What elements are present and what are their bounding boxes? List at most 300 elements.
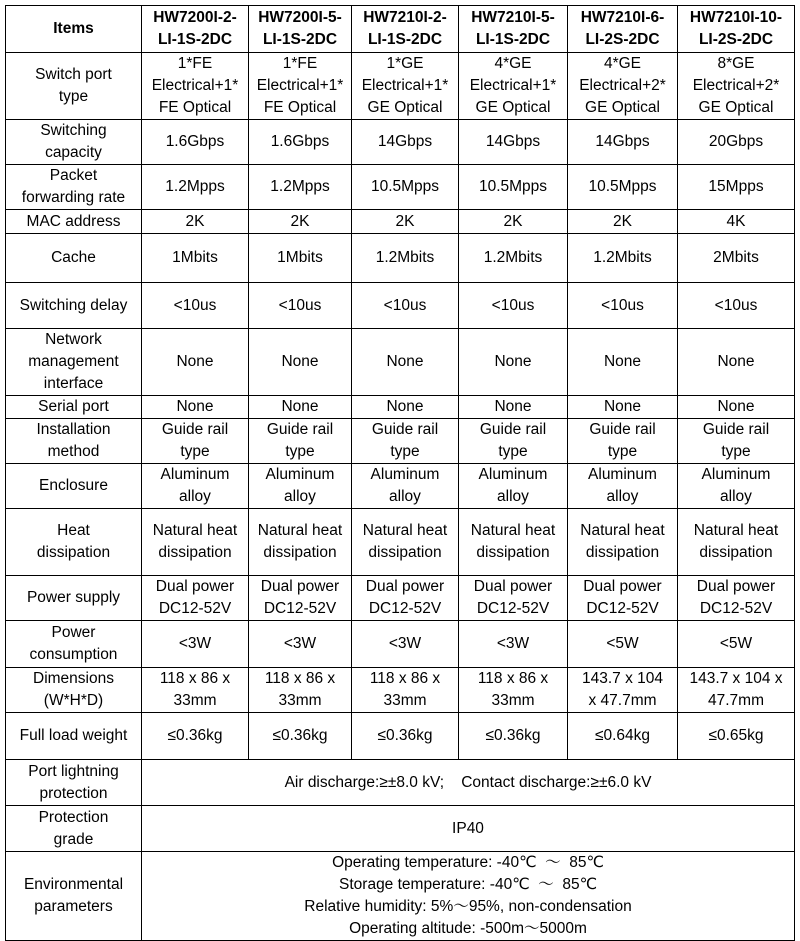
- spec-value-cell: [459, 283, 568, 329]
- spec-value-cell: [352, 621, 459, 668]
- cell-text-line: forwarding rate: [21, 189, 126, 206]
- cell-text-line: Aluminum: [370, 466, 440, 483]
- cell-text-line: ≤0.36kg: [485, 727, 541, 744]
- cell-text-line: GE Optical: [475, 99, 551, 116]
- cell-text-line: LI-1S-2DC: [475, 31, 551, 48]
- row-label: [6, 509, 142, 576]
- spec-value-cell: [459, 668, 568, 713]
- cell-text-line: 118 x 86 x: [264, 670, 336, 687]
- spec-value-cell: [249, 165, 352, 210]
- spec-value-cell: [142, 464, 249, 509]
- cell-text-line: 1.2Mbits: [593, 249, 652, 266]
- spec-value-cell: [678, 234, 795, 283]
- cell-text-line: DC12-52V: [368, 600, 442, 617]
- spec-row: [6, 713, 795, 760]
- spec-value-cell: [352, 419, 459, 464]
- spec-value-cell: [352, 464, 459, 509]
- cell-text-line: Operating temperature: -40℃ ～ 85℃: [332, 854, 604, 871]
- header-row: [6, 6, 795, 53]
- cell-text-line: 47.7mm: [708, 692, 764, 709]
- spec-value-cell: [142, 165, 249, 210]
- cell-text-line: Aluminum: [265, 466, 335, 483]
- cell-text-line: dissipation: [158, 544, 232, 561]
- cell-text-line: Natural heat: [362, 522, 448, 539]
- cell-text-line: Electrical+1*: [469, 77, 557, 94]
- cell-text-line: DC12-52V: [699, 600, 773, 617]
- cell-text-line: 33mm: [173, 692, 217, 709]
- row-label: [6, 120, 142, 165]
- model-header: [352, 6, 459, 53]
- cell-text-line: None: [494, 398, 532, 415]
- model-header: [678, 6, 795, 53]
- spec-value-cell: [459, 396, 568, 419]
- merged-spec-row: [6, 806, 795, 852]
- cell-text-line: alloy: [720, 488, 752, 505]
- row-label: [6, 165, 142, 210]
- spec-value-cell: [678, 464, 795, 509]
- spec-value-cell: [142, 576, 249, 621]
- cell-text-line: Natural heat: [152, 522, 238, 539]
- spec-value-cell: [352, 234, 459, 283]
- cell-text-line: method: [47, 443, 100, 460]
- cell-text-line: type: [498, 443, 528, 460]
- cell-text-line: GE Optical: [698, 99, 774, 116]
- cell-text-line: Guide rail: [371, 421, 439, 438]
- spec-row: [6, 621, 795, 668]
- spec-row: [6, 668, 795, 713]
- cell-text-line: HW7200I-2-: [153, 9, 237, 26]
- cell-text-line: dissipation: [368, 544, 442, 561]
- spec-value-cell: [142, 713, 249, 760]
- spec-value-cell: [568, 234, 678, 283]
- model-header: [568, 6, 678, 53]
- spec-value-cell: [459, 210, 568, 234]
- spec-row: [6, 329, 795, 396]
- cell-text-line: 1.6Gbps: [270, 133, 330, 150]
- spec-value-cell: [142, 396, 249, 419]
- spec-value-cell: [568, 621, 678, 668]
- cell-text-line: ≤0.36kg: [272, 727, 328, 744]
- cell-text-line: <5W: [606, 635, 639, 652]
- cell-text-line: <10us: [383, 296, 427, 314]
- cell-text-line: LI-2S-2DC: [698, 31, 774, 48]
- cell-text-line: dissipation: [699, 544, 773, 561]
- spec-value-cell: [678, 283, 795, 329]
- cell-text-line: Guide rail: [589, 421, 656, 438]
- cell-text-line: consumption: [29, 646, 118, 663]
- cell-text-line: 33mm: [383, 692, 427, 709]
- cell-text-line: None: [603, 353, 642, 370]
- cell-text-line: 2K: [613, 212, 632, 230]
- cell-text-line: Cache: [51, 249, 96, 266]
- merged-spec-row: [6, 760, 795, 806]
- cell-text-line: Aluminum: [701, 466, 771, 483]
- spec-value-cell: [568, 713, 678, 760]
- cell-text-line: LI-1S-2DC: [367, 31, 443, 48]
- cell-text-line: LI-1S-2DC: [262, 31, 338, 48]
- spec-table: [5, 5, 795, 941]
- cell-text-line: <10us: [278, 296, 322, 314]
- spec-value-cell: [568, 329, 678, 396]
- cell-text-line: None: [603, 398, 642, 415]
- cell-text-line: Electrical+2*: [579, 77, 666, 94]
- spec-value-cell: [678, 668, 795, 713]
- merged-spec-row: [6, 852, 795, 941]
- cell-text-line: interface: [43, 375, 104, 392]
- cell-text-line: MAC address: [26, 212, 121, 230]
- spec-value-cell: [249, 509, 352, 576]
- cell-text-line: dissipation: [263, 544, 337, 561]
- cell-text-line: DC12-52V: [586, 600, 659, 617]
- cell-text-line: x 47.7mm: [588, 692, 657, 709]
- cell-text-line: type: [390, 443, 420, 460]
- spec-table-body: [6, 6, 795, 941]
- cell-text-line: Natural heat: [257, 522, 343, 539]
- cell-text-line: type: [721, 443, 751, 460]
- spec-value-cell: [568, 396, 678, 419]
- spec-value-cell: [459, 509, 568, 576]
- cell-text-line: DC12-52V: [476, 600, 550, 617]
- cell-text-line: <3W: [283, 635, 317, 652]
- cell-text-line: <3W: [178, 635, 212, 652]
- cell-text-line: LI-1S-2DC: [157, 31, 233, 48]
- row-label: [6, 329, 142, 396]
- spec-value-cell: [249, 576, 352, 621]
- spec-value-cell: [249, 713, 352, 760]
- cell-text-line: Packet: [49, 167, 98, 184]
- cell-text-line: Heat: [57, 522, 90, 539]
- cell-text-line: (W*H*D): [43, 692, 104, 709]
- spec-value-cell: [352, 210, 459, 234]
- cell-text-line: dissipation: [476, 544, 550, 561]
- cell-text-line: <3W: [388, 635, 422, 652]
- spec-row: [6, 396, 795, 419]
- cell-text-line: Dual power: [583, 578, 662, 595]
- spec-value-cell: [352, 165, 459, 210]
- cell-text-line: GE Optical: [367, 99, 443, 116]
- cell-text-line: None: [281, 398, 319, 415]
- merged-value-cell: [142, 760, 795, 806]
- spec-value-cell: [568, 464, 678, 509]
- cell-text-line: <5W: [719, 635, 753, 652]
- model-header: [249, 6, 352, 53]
- spec-value-cell: [249, 53, 352, 120]
- cell-text-line: 118 x 86 x: [159, 670, 231, 687]
- cell-text-line: parameters: [34, 898, 113, 915]
- spec-row: [6, 234, 795, 283]
- spec-row: [6, 576, 795, 621]
- cell-text-line: FE Optical: [263, 99, 337, 116]
- cell-text-line: Protection: [38, 808, 109, 826]
- cell-text-line: Dual power: [155, 578, 235, 595]
- spec-value-cell: [568, 53, 678, 120]
- cell-text-line: DC12-52V: [158, 600, 232, 617]
- cell-text-line: 143.7 x 104: [581, 670, 663, 687]
- cell-text-line: Environmental: [23, 876, 124, 893]
- cell-text-line: capacity: [45, 144, 102, 161]
- spec-value-cell: [459, 419, 568, 464]
- spec-value-cell: [142, 120, 249, 165]
- cell-text-line: alloy: [389, 488, 421, 505]
- cell-text-line: Network: [45, 331, 102, 348]
- cell-text-line: 8*GE: [717, 55, 755, 72]
- row-label: [6, 283, 142, 329]
- spec-value-cell: [249, 621, 352, 668]
- spec-value-cell: [249, 668, 352, 713]
- cell-text-line: Dual power: [696, 578, 776, 595]
- cell-text-line: Electrical+1*: [256, 77, 344, 94]
- spec-value-cell: [352, 576, 459, 621]
- spec-value-cell: [459, 53, 568, 120]
- spec-value-cell: [352, 53, 459, 120]
- spec-value-cell: [142, 234, 249, 283]
- spec-value-cell: [568, 509, 678, 576]
- cell-text-line: 33mm: [278, 692, 322, 709]
- spec-value-cell: [459, 120, 568, 165]
- row-label: [6, 621, 142, 668]
- cell-text-line: type: [607, 443, 638, 460]
- row-label: [6, 760, 142, 806]
- cell-text-line: ≤0.36kg: [167, 727, 223, 744]
- cell-text-line: 1.2Mpps: [165, 178, 225, 195]
- cell-text-line: 4*GE: [603, 55, 642, 72]
- spec-value-cell: [249, 419, 352, 464]
- cell-text-line: None: [386, 398, 424, 415]
- cell-text-line: GE Optical: [585, 99, 660, 116]
- cell-text-line: Power: [51, 624, 96, 641]
- cell-text-line: Operating altitude: -500m～5000m: [349, 920, 587, 937]
- cell-text-line: Natural heat: [693, 522, 779, 539]
- spec-value-cell: [142, 329, 249, 396]
- spec-row: [6, 464, 795, 509]
- cell-text-line: 4*GE: [494, 55, 532, 72]
- cell-text-line: Aluminum: [588, 466, 657, 483]
- cell-text-line: 1.2Mbits: [483, 249, 543, 266]
- cell-text-line: HW7210I-5-: [471, 9, 555, 26]
- spec-row: [6, 210, 795, 234]
- cell-text-line: Switch port: [35, 66, 112, 83]
- cell-text-line: <10us: [601, 296, 644, 314]
- spec-value-cell: [249, 120, 352, 165]
- cell-text-line: 1*FE: [177, 55, 213, 72]
- cell-text-line: 4K: [726, 212, 746, 230]
- cell-text-line: type: [180, 443, 210, 460]
- spec-value-cell: [568, 419, 678, 464]
- cell-text-line: Full load weight: [19, 727, 128, 744]
- cell-text-line: Guide rail: [266, 421, 334, 438]
- spec-value-cell: [568, 283, 678, 329]
- cell-text-line: 1Mbits: [172, 249, 218, 266]
- cell-text-line: None: [281, 353, 319, 370]
- cell-text-line: 2K: [290, 212, 310, 230]
- spec-value-cell: [678, 120, 795, 165]
- cell-text-line: 2K: [185, 212, 205, 230]
- spec-value-cell: [352, 713, 459, 760]
- cell-text-line: type: [58, 88, 89, 105]
- spec-value-cell: [459, 621, 568, 668]
- cell-text-line: grade: [53, 830, 94, 848]
- cell-text-line: Switching delay: [19, 296, 128, 314]
- items-header: Items: [6, 6, 142, 53]
- cell-text-line: <3W: [496, 635, 530, 652]
- model-header: [459, 6, 568, 53]
- row-label: [6, 396, 142, 419]
- spec-value-cell: [678, 329, 795, 396]
- cell-text-line: Dimensions: [33, 670, 114, 687]
- cell-text-line: 10.5Mpps: [370, 178, 440, 195]
- spec-value-cell: [459, 464, 568, 509]
- cell-text-line: Aluminum: [160, 466, 230, 483]
- cell-text-line: FE Optical: [158, 99, 232, 116]
- cell-text-line: Enclosure: [39, 477, 108, 494]
- cell-text-line: 14Gbps: [595, 133, 650, 150]
- spec-value-cell: [568, 120, 678, 165]
- cell-text-line: protection: [39, 784, 108, 802]
- cell-text-line: Air discharge:≥±8.0 kV; Contact discharge:≥±6.0 kV: [284, 773, 652, 791]
- spec-value-cell: [459, 234, 568, 283]
- row-label: [6, 210, 142, 234]
- merged-value-cell: [142, 852, 795, 941]
- cell-text-line: Guide rail: [479, 421, 547, 438]
- cell-text-line: HW7200I-5-: [258, 9, 342, 26]
- spec-value-cell: [568, 165, 678, 210]
- cell-text-line: Installation: [36, 421, 111, 438]
- cell-text-line: Electrical+2*: [692, 77, 780, 94]
- cell-text-line: None: [717, 398, 755, 415]
- spec-value-cell: [459, 576, 568, 621]
- cell-text-line: ≤0.65kg: [708, 727, 764, 744]
- row-label: [6, 53, 142, 120]
- spec-value-cell: [249, 234, 352, 283]
- spec-value-cell: [568, 668, 678, 713]
- cell-text-line: Dual power: [365, 578, 445, 595]
- row-label: [6, 234, 142, 283]
- cell-text-line: Guide rail: [702, 421, 770, 438]
- spec-value-cell: [678, 396, 795, 419]
- cell-text-line: DC12-52V: [263, 600, 337, 617]
- cell-text-line: <10us: [714, 296, 758, 314]
- cell-text-line: Natural heat: [470, 522, 556, 539]
- cell-text-line: 1Mbits: [277, 249, 323, 266]
- cell-text-line: HW7210I-10-: [689, 9, 783, 26]
- spec-value-cell: [249, 283, 352, 329]
- spec-row: [6, 509, 795, 576]
- cell-text-line: 10.5Mpps: [588, 178, 657, 195]
- spec-value-cell: [459, 165, 568, 210]
- cell-text-line: Switching: [40, 122, 107, 139]
- cell-text-line: 14Gbps: [485, 133, 541, 150]
- spec-value-cell: [568, 210, 678, 234]
- cell-text-line: Power supply: [26, 589, 121, 606]
- row-label: [6, 419, 142, 464]
- cell-text-line: dissipation: [36, 544, 111, 561]
- spec-value-cell: [459, 713, 568, 760]
- cell-text-line: HW7210I-2-: [363, 9, 447, 26]
- spec-row: [6, 53, 795, 120]
- cell-text-line: Electrical+1*: [361, 77, 449, 94]
- spec-value-cell: [678, 53, 795, 120]
- spec-value-cell: [352, 396, 459, 419]
- spec-value-cell: [352, 509, 459, 576]
- cell-text-line: 2Mbits: [713, 249, 759, 266]
- cell-text-line: 118 x 86 x: [477, 670, 549, 687]
- spec-value-cell: [568, 576, 678, 621]
- row-label: [6, 806, 142, 852]
- spec-value-cell: [678, 165, 795, 210]
- spec-row: [6, 165, 795, 210]
- spec-value-cell: [249, 329, 352, 396]
- cell-text-line: 20Gbps: [708, 133, 764, 150]
- cell-text-line: ≤0.64kg: [594, 727, 651, 744]
- cell-text-line: alloy: [284, 488, 316, 505]
- spec-value-cell: [142, 668, 249, 713]
- cell-text-line: 14Gbps: [377, 133, 433, 150]
- cell-text-line: None: [176, 398, 214, 415]
- cell-text-line: Port lightning: [28, 762, 119, 780]
- cell-text-line: Serial port: [38, 398, 109, 415]
- spec-value-cell: [249, 396, 352, 419]
- spec-value-cell: [678, 509, 795, 576]
- cell-text-line: 118 x 86 x: [369, 670, 441, 687]
- spec-value-cell: [678, 713, 795, 760]
- cell-text-line: Relative humidity: 5%～95%, non-condensation: [304, 898, 632, 915]
- spec-value-cell: [352, 283, 459, 329]
- spec-row: [6, 419, 795, 464]
- cell-text-line: 33mm: [491, 692, 535, 709]
- cell-text-line: dissipation: [585, 544, 660, 561]
- row-label: [6, 713, 142, 760]
- spec-value-cell: [678, 419, 795, 464]
- model-header: [142, 6, 249, 53]
- cell-text-line: Dual power: [260, 578, 340, 595]
- spec-value-cell: [352, 120, 459, 165]
- spec-value-cell: [142, 210, 249, 234]
- spec-value-cell: [142, 419, 249, 464]
- spec-value-cell: [142, 621, 249, 668]
- cell-text-line: ≤0.36kg: [377, 727, 433, 744]
- cell-text-line: 2K: [395, 212, 415, 230]
- spec-value-cell: [678, 210, 795, 234]
- cell-text-line: type: [285, 443, 315, 460]
- cell-text-line: None: [717, 353, 755, 370]
- cell-text-line: Guide rail: [161, 421, 229, 438]
- spec-row: [6, 120, 795, 165]
- cell-text-line: alloy: [497, 488, 529, 505]
- cell-text-line: <10us: [173, 296, 217, 314]
- cell-text-line: None: [494, 353, 532, 370]
- cell-text-line: 10.5Mpps: [478, 178, 548, 195]
- cell-text-line: IP40: [452, 819, 484, 837]
- cell-text-line: 2K: [503, 212, 523, 230]
- cell-text-line: Electrical+1*: [151, 77, 239, 94]
- cell-text-line: HW7210I-6-: [580, 9, 665, 26]
- spec-value-cell: [142, 283, 249, 329]
- cell-text-line: alloy: [179, 488, 211, 505]
- spec-value-cell: [142, 509, 249, 576]
- merged-value-cell: [142, 806, 795, 852]
- cell-text-line: None: [176, 353, 214, 370]
- cell-text-line: 1*GE: [386, 55, 424, 72]
- cell-text-line: Storage temperature: -40℃ ～ 85℃: [339, 876, 597, 893]
- cell-text-line: Dual power: [473, 578, 553, 595]
- row-label: [6, 852, 142, 941]
- cell-text-line: management: [28, 353, 119, 370]
- cell-text-line: None: [386, 353, 424, 370]
- spec-value-cell: [678, 576, 795, 621]
- spec-value-cell: [249, 464, 352, 509]
- spec-value-cell: [249, 210, 352, 234]
- cell-text-line: 1*FE: [282, 55, 318, 72]
